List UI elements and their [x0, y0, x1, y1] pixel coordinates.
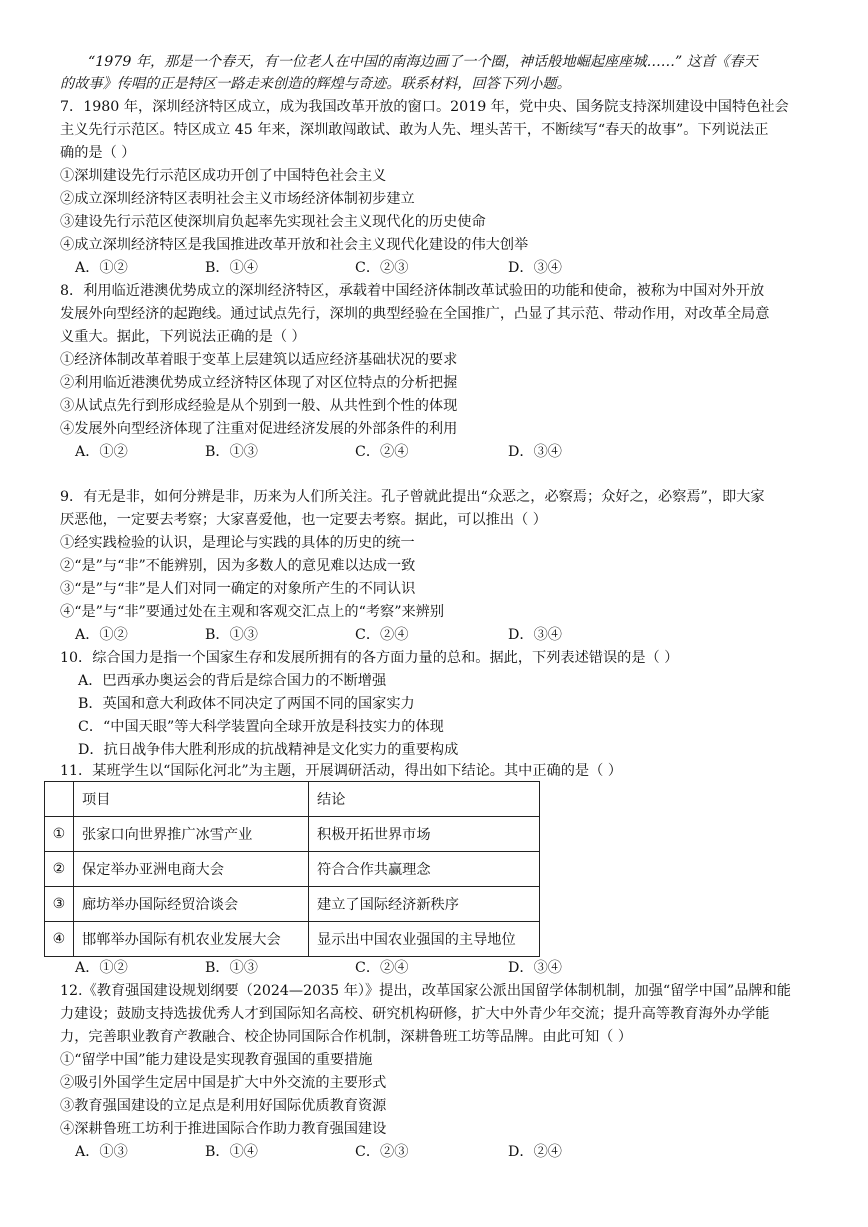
q7-option-c[interactable]: C．②③ [355, 260, 409, 276]
q9-item-3: ③“是”与“非”是人们对同一确定的对象所产生的不同认识 [60, 581, 416, 597]
row-project: 保定举办亚洲电商大会 [74, 852, 309, 887]
q8-item-4: ④发展外向型经济体现了注重对促进经济发展的外部条件的利用 [60, 421, 458, 437]
q7-item-3: ③建设先行示范区使深圳肩负起率先实现社会主义现代化的历史使命 [60, 214, 486, 230]
q7-stem-1: 7．1980 年，深圳经济特区成立，成为我国改革开放的窗口。2019 年，党中央、国务院支持深圳建设中国特色社会 [60, 99, 789, 115]
row-conclusion: 显示出中国农业强国的主导地位 [309, 922, 540, 957]
q12-stem-2: 力建设；鼓励支持选拔优秀人才到国际知名高校、研究机构研修，扩大中外青少年交流；提升高等教育海外办学能 [60, 1006, 770, 1022]
q8-item-2: ②利用临近港澳优势成立经济特区体现了对区位特点的分析把握 [60, 375, 458, 391]
table-row [45, 922, 540, 957]
q10-choice-c[interactable]: C．“中国天眼”等大科学装置向全球开放是科技实力的体现 [78, 719, 444, 735]
q12-option-d[interactable]: D．②④ [508, 1144, 562, 1160]
q8-stem-3: 义重大。据此，下列说法正确的是（ ） [60, 329, 306, 345]
q9-stem-1: 9．有无是非，如何分辨是非，历来为人们所关注。孔子曾就此提出“众恶之，必察焉；众好之，必察焉”，即大家 [60, 489, 765, 505]
q12-item-2: ②吸引外国学生定居中国是扩大中外交流的主要形式 [60, 1075, 387, 1091]
q11-table [44, 781, 540, 957]
intro-line-1: “1979 年，那是一个春天，有一位老人在中国的南海边画了一个圈，神话般地崛起座座城……” 这首《春天 [88, 54, 758, 70]
q11-option-b[interactable]: B．①③ [205, 960, 258, 976]
q8-option-d[interactable]: D．③④ [508, 444, 562, 460]
q12-item-4: ④深耕鲁班工坊利于推进国际合作助力教育强国建设 [60, 1121, 387, 1137]
q11-option-a[interactable]: A．①② [75, 960, 128, 976]
q7-stem-3: 确的是（ ） [60, 145, 136, 161]
table-row [45, 887, 540, 922]
q12-option-a[interactable]: A．①③ [75, 1144, 128, 1160]
q9-option-a[interactable]: A．①② [75, 627, 128, 643]
row-project: 张家口向世界推广冰雪产业 [74, 817, 309, 852]
q12-option-c[interactable]: C．②③ [355, 1144, 409, 1160]
q9-item-4: ④“是”与“非”要通过处在主观和客观交汇点上的“考察”来辨别 [60, 604, 445, 620]
row-conclusion: 积极开拓世界市场 [309, 817, 540, 852]
q7-option-a[interactable]: A．①② [75, 260, 128, 276]
q9-stem-2: 厌恶他，一定要去考察；大家喜爱他，也一定要去考察。据此，可以推出（ ） [60, 512, 547, 528]
row-number: ④ [45, 922, 74, 957]
q10-choice-d[interactable]: D．抗日战争伟大胜利形成的抗战精神是文化实力的重要构成 [78, 742, 459, 758]
q8-stem-1: 8．利用临近港澳优势成立的深圳经济特区，承载着中国经济体制改革试验田的功能和使命，被称为中国对外开放 [60, 283, 765, 299]
table-header-num [45, 782, 74, 817]
q9-item-1: ①经实践检验的认识，是理论与实践的具体的历史的统一 [60, 535, 415, 551]
q8-option-c[interactable]: C．②④ [355, 444, 409, 460]
table-row [45, 817, 540, 852]
row-conclusion: 符合合作共赢理念 [309, 852, 540, 887]
q8-option-a[interactable]: A．①② [75, 444, 128, 460]
row-number: ① [45, 817, 74, 852]
table-header-row [45, 782, 540, 817]
q9-option-c[interactable]: C．②④ [355, 627, 409, 643]
row-number: ③ [45, 887, 74, 922]
table-row [45, 852, 540, 887]
q10-choice-b[interactable]: B．英国和意大利政体不同决定了两国不同的国家实力 [78, 696, 415, 712]
q8-stem-2: 发展外向型经济的起跑线。通过试点先行，深圳的典型经验在全国推广，凸显了其示范、带动作用，对改革全局意 [60, 306, 770, 322]
q11-option-d[interactable]: D．③④ [508, 960, 562, 976]
q8-item-3: ③从试点先行到形成经验是从个别到一般、从共性到个性的体现 [60, 398, 458, 414]
q12-option-b[interactable]: B．①④ [205, 1144, 258, 1160]
q11-stem: 11．某班学生以“国际化河北”为主题，开展调研活动，得出如下结论。其中正确的是（ ） [60, 763, 623, 779]
q7-item-2: ②成立深圳经济特区表明社会主义市场经济体制初步建立 [60, 191, 415, 207]
q8-item-1: ①经济体制改革着眼于变革上层建筑以适应经济基础状况的要求 [60, 352, 458, 368]
q12-stem-3: 力，完善职业教育产教融合、校企协同国际合作机制，深耕鲁班工坊等品牌。由此可知（ ） [60, 1029, 633, 1045]
q10-stem: 10．综合国力是指一个国家生存和发展所拥有的各方面力量的总和。据此，下列表述错误的是（ ） [60, 650, 679, 666]
q7-item-1: ①深圳建设先行示范区成功开创了中国特色社会主义 [60, 168, 387, 184]
table-header-conclusion: 结论 [309, 782, 540, 817]
intro-line-2: 的故事》传唱的正是特区一路走来创造的辉煌与奇迹。联系材料，回答下列小题。 [60, 76, 571, 92]
q12-item-1: ①“留学中国”能力建设是实现教育强国的重要措施 [60, 1052, 373, 1068]
q7-option-d[interactable]: D．③④ [508, 260, 562, 276]
q8-option-b[interactable]: B．①③ [205, 444, 258, 460]
q10-choice-a[interactable]: A．巴西承办奥运会的背后是综合国力的不断增强 [78, 673, 387, 689]
row-conclusion: 建立了国际经济新秩序 [309, 887, 540, 922]
table-header-project: 项目 [74, 782, 309, 817]
row-project: 廊坊举办国际经贸洽谈会 [74, 887, 309, 922]
q12-stem-1: 12.《教育强国建设规划纲要（2024—2035 年）》提出，改革国家公派出国留学体制机制，加强“留学中国”品牌和能 [60, 983, 791, 999]
q9-option-d[interactable]: D．③④ [508, 627, 562, 643]
row-project: 邯郸举办国际有机农业发展大会 [74, 922, 309, 957]
q9-item-2: ②“是”与“非”不能辨别，因为多数人的意见难以达成一致 [60, 558, 416, 574]
q11-option-c[interactable]: C．②④ [355, 960, 409, 976]
q7-stem-2: 主义先行示范区。特区成立 45 年来，深圳敢闯敢试、敢为人先、埋头苦干，不断续写“春天的故事”。下列说法正 [60, 122, 769, 138]
q7-item-4: ④成立深圳经济特区是我国推进改革开放和社会主义现代化建设的伟大创举 [60, 237, 529, 253]
q7-option-b[interactable]: B．①④ [205, 260, 258, 276]
q12-item-3: ③教育强国建设的立足点是利用好国际优质教育资源 [60, 1098, 387, 1114]
row-number: ② [45, 852, 74, 887]
q9-option-b[interactable]: B．①③ [205, 627, 258, 643]
